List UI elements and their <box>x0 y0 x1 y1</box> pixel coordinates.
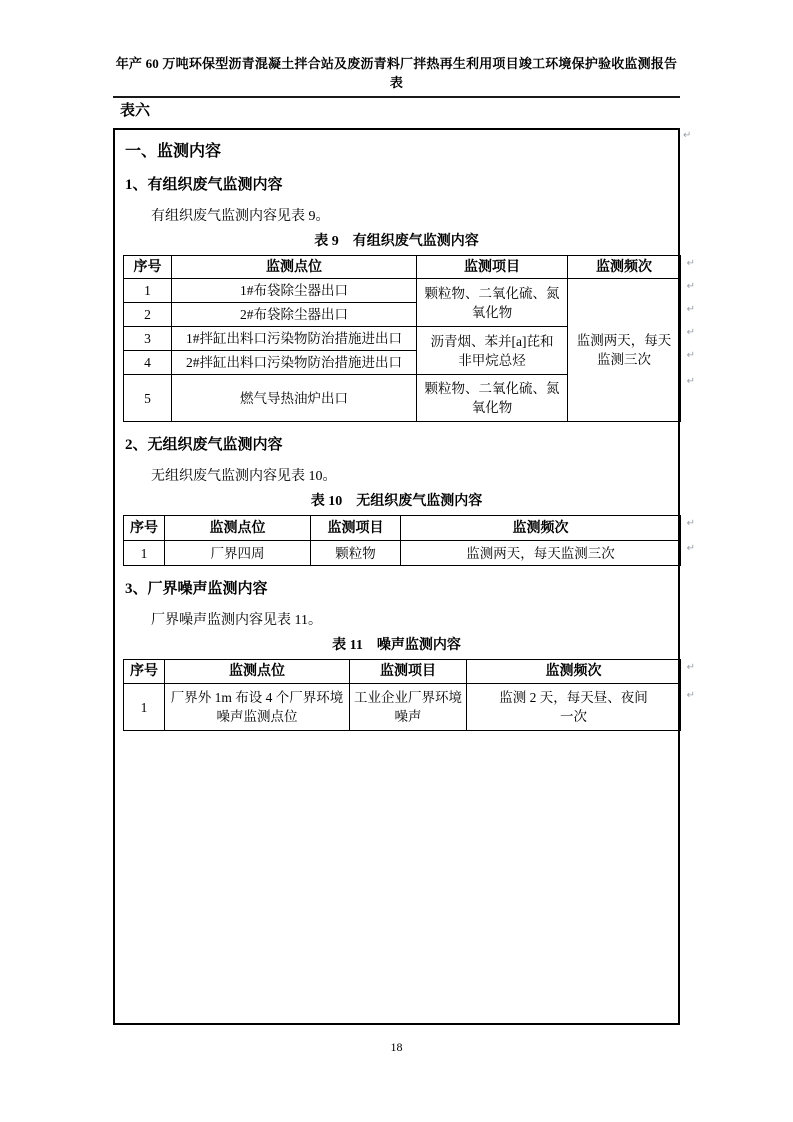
table-11-wrapper <box>123 659 695 731</box>
cell-item-text: 沥青烟、苯并[a]芘和非甲烷总烃 <box>430 333 554 368</box>
cell-item-text: 工业企业厂界环境噪声 <box>354 690 462 724</box>
cell-no: 1 <box>124 684 165 731</box>
section-2-intro: 无组织废气监测内容见表 10。 <box>151 469 337 484</box>
section-1-intro: 有组织废气监测内容见表 9。 <box>151 209 330 224</box>
section-title: 一、监测内容 <box>125 143 222 160</box>
cell-point: 燃气导热油炉出口 <box>172 375 417 422</box>
cell-point: 2#拌缸出料口污染物防治措施进出口 <box>172 351 417 375</box>
cell-item <box>417 327 568 375</box>
cell-item: 颗粒物 <box>311 541 401 566</box>
document-header-title: 年产 60 万吨环保型沥青混凝土拌合站及废沥青料厂拌热再生利用项目竣工环境保护验收监测报告表 <box>113 53 680 98</box>
col-header-point: 监测点位 <box>165 660 350 684</box>
cell-frequency <box>568 279 681 422</box>
paragraph-mark-icon: ↵ <box>686 518 695 529</box>
table-10-wrapper <box>123 515 695 566</box>
paragraph-mark-icon: ↵ <box>686 350 695 361</box>
cell-frequency: 监测两天，每天监测三次 <box>401 541 681 566</box>
cell-no: 5 <box>124 375 172 422</box>
col-header-frequency: 监测频次 <box>401 516 681 541</box>
cell-no: 1 <box>124 279 172 303</box>
table-9-wrapper <box>123 255 695 422</box>
col-header-frequency: 监测频次 <box>467 660 681 684</box>
table-9-caption: 表 9 有组织废气监测内容 <box>314 234 479 249</box>
col-header-point: 监测点位 <box>165 516 311 541</box>
section-3-heading: 3、厂界噪声监测内容 <box>125 581 268 597</box>
organized-gas-table <box>123 255 681 422</box>
section-2-heading: 2、无组织废气监测内容 <box>125 437 283 453</box>
cell-no: 1 <box>124 541 165 566</box>
cell-point: 1#布袋除尘器出口 <box>172 279 417 303</box>
col-header-item: 监测项目 <box>350 660 467 684</box>
col-header-frequency: 监测频次 <box>568 256 681 279</box>
content-box <box>113 128 695 1025</box>
cell-frequency-text: 监测两天，每天监测三次 <box>576 333 672 367</box>
cell-point-text: 厂界外 1m 布设 4 个厂界环境噪声监测点位 <box>170 690 344 724</box>
cell-item <box>417 375 568 422</box>
cell-point: 1#拌缸出料口污染物防治措施进出口 <box>172 327 417 351</box>
sheet-label: 表六 <box>120 103 151 119</box>
paragraph-mark-icon: ↵ <box>686 258 695 269</box>
table-row <box>124 279 681 303</box>
col-header-item: 监测项目 <box>417 256 568 279</box>
cell-point: 厂界四周 <box>165 541 311 566</box>
noise-table <box>123 659 681 731</box>
cell-item <box>417 279 568 327</box>
cell-no: 4 <box>124 351 172 375</box>
cell-point: 2#布袋除尘器出口 <box>172 303 417 327</box>
paragraph-mark-icon: ↵ <box>686 662 695 673</box>
table-row <box>124 541 681 566</box>
col-header-no: 序号 <box>124 256 172 279</box>
cell-no: 3 <box>124 327 172 351</box>
cell-item <box>350 684 467 731</box>
cell-frequency-text: 监测 2 天，每天昼、夜间一次 <box>499 690 648 724</box>
section-1-heading: 1、有组织废气监测内容 <box>125 177 283 193</box>
col-header-no: 序号 <box>124 516 165 541</box>
paragraph-mark-icon: ↵ <box>686 690 695 701</box>
table-header-row <box>124 256 681 279</box>
cell-frequency <box>467 684 681 731</box>
paragraph-mark-icon: ↵ <box>686 281 695 292</box>
col-header-item: 监测项目 <box>311 516 401 541</box>
table-header-row <box>124 660 681 684</box>
cell-no: 2 <box>124 303 172 327</box>
table-10-caption: 表 10 无组织废气监测内容 <box>310 494 483 509</box>
paragraph-mark-icon: ↵ <box>683 130 692 141</box>
paragraph-mark-icon: ↵ <box>686 327 695 338</box>
paragraph-mark-icon: ↵ <box>686 304 695 315</box>
table-header-row <box>124 516 681 541</box>
page-number: 18 <box>390 1040 403 1054</box>
fugitive-gas-table <box>123 515 681 566</box>
cell-item-text: 颗粒物、二氧化硫、氮氧化物 <box>424 381 560 415</box>
table-11-caption: 表 11 噪声监测内容 <box>332 638 461 653</box>
col-header-point: 监测点位 <box>172 256 417 279</box>
table-row <box>124 684 681 731</box>
col-header-no: 序号 <box>124 660 165 684</box>
paragraph-mark-icon: ↵ <box>686 376 695 387</box>
section-3-intro: 厂界噪声监测内容见表 11。 <box>151 613 322 628</box>
cell-point <box>165 684 350 731</box>
cell-item-text: 颗粒物、二氧化硫、氮氧化物 <box>424 285 560 320</box>
paragraph-mark-icon: ↵ <box>686 543 695 554</box>
